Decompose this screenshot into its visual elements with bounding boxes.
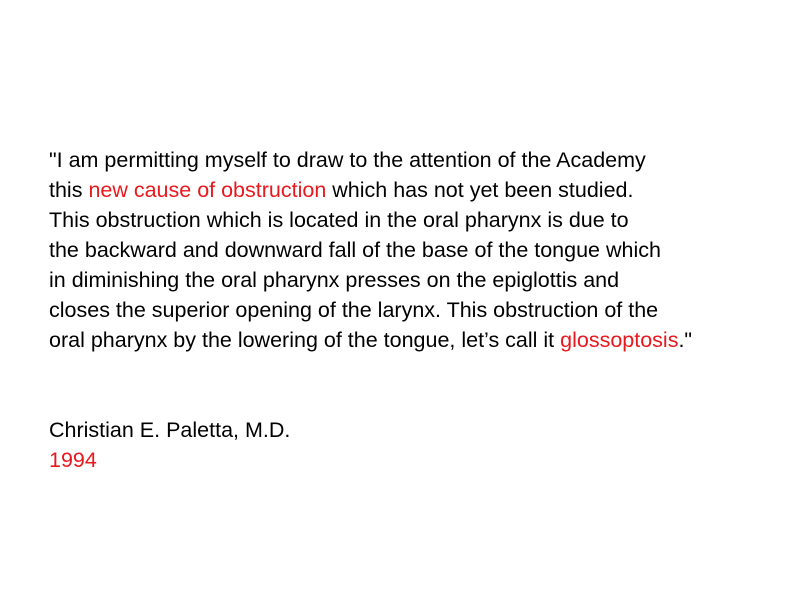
attribution xyxy=(49,415,290,475)
quote-line-4: the backward and downward fall of the base of the tongue which xyxy=(49,238,661,262)
quote-line-3: This obstruction which is located in the oral pharynx is due to xyxy=(49,208,629,232)
quote-line-1: "I am permitting myself to draw to the attention of the Academy xyxy=(49,148,646,172)
quote-line-2-post: which has not yet been studied. xyxy=(326,178,634,202)
quote-line-7-post: ." xyxy=(678,328,693,352)
quote-line-5: in diminishing the oral pharynx presses on the epiglottis and xyxy=(49,268,620,292)
quote-block xyxy=(49,145,789,355)
highlight-new-cause: new cause of obstruction xyxy=(88,178,327,202)
quote-line-7 xyxy=(49,325,789,355)
quote-line-6: closes the superior opening of the larynx. This obstruction of the xyxy=(49,298,659,322)
author-name: Christian E. Paletta, M.D. xyxy=(49,418,291,442)
attribution-year: 1994 xyxy=(49,448,97,472)
highlight-glossoptosis: glossoptosis xyxy=(560,328,679,352)
quote-line-2-pre: this xyxy=(49,178,89,202)
quote-line-7-pre: oral pharynx by the lowering of the tongue, let’s call it xyxy=(49,328,561,352)
quote-line-2 xyxy=(49,175,789,205)
